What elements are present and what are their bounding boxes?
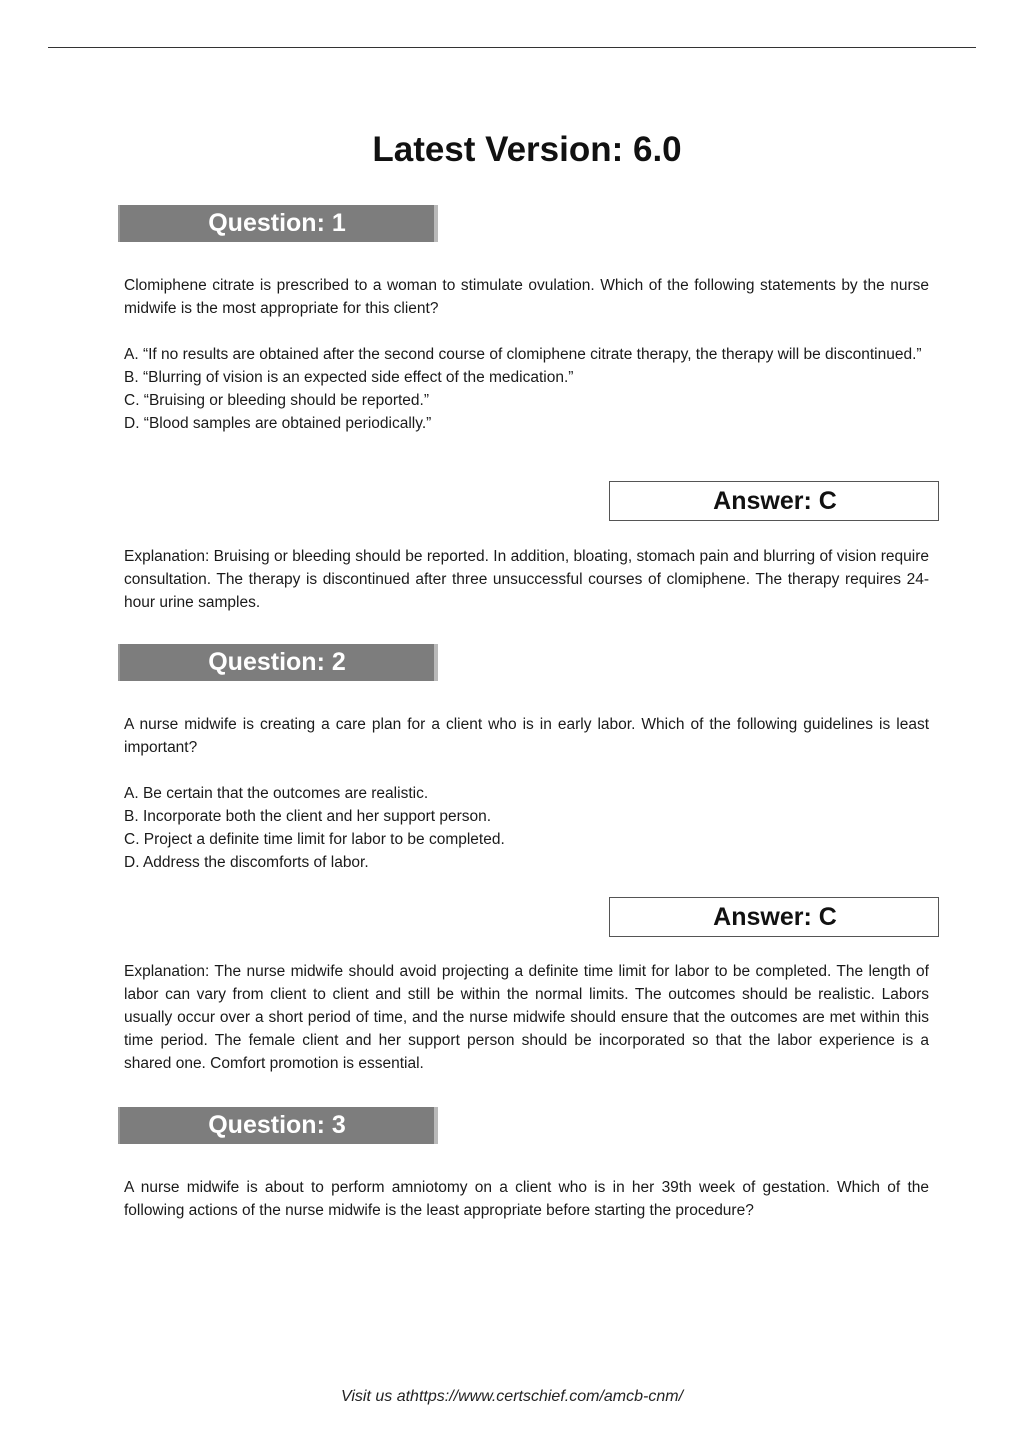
question-1-option-d: D. “Blood samples are obtained periodically.” [124, 415, 432, 432]
footer-visit-link[interactable]: Visit us athttps://www.certschief.com/amcb-cnm/ [340, 1388, 684, 1405]
question-1-options [124, 343, 929, 435]
question-2-banner: Question: 2 [118, 644, 438, 681]
question-2-option-b: B. Incorporate both the client and her support person. [124, 808, 492, 825]
question-1-stem: Clomiphene citrate is prescribed to a woman to stimulate ovulation. Which of the following statements by the nurse midwife is the most appropriate for this client? [124, 277, 929, 317]
question-1-option-b: B. “Blurring of vision is an expected side effect of the medication.” [124, 369, 574, 386]
question-1-option-a: A. “If no results are obtained after the second course of clomiphene citrate therapy, the therapy will be discontinued.” [124, 346, 922, 363]
question-3-stem: A nurse midwife is about to perform amniotomy on a client who is in her 39th week of gestation. Which of the following actions of the nurse midwife is the least appropriate before starting the procedure? [124, 1179, 929, 1219]
header-rule [48, 47, 976, 48]
question-2-option-a: A. Be certain that the outcomes are realistic. [124, 785, 429, 802]
question-2-option-c: C. Project a definite time limit for labor to be completed. [124, 831, 505, 848]
page-title: Latest Version: 6.0 [372, 130, 682, 169]
question-2-options [124, 782, 929, 874]
question-2-option-d: D. Address the discomforts of labor. [124, 854, 369, 871]
question-1-banner: Question: 1 [118, 205, 438, 242]
question-2-explanation: Explanation: The nurse midwife should avoid projecting a definite time limit for labor to be completed. The length of labor can vary from client to client and still be within the normal limits. The outcomes should be realistic. Labors usually occur over a short period of time, and the nurse midwife should ensure that the outcomes are met within this time period. The female client and her support person should be incorporated so that the labor experience is a shared one. Comfort promotion is essential. [124, 963, 929, 1072]
question-3-banner: Question: 3 [118, 1107, 438, 1144]
question-1-option-c: C. “Bruising or bleeding should be reported.” [124, 392, 430, 409]
question-1-answer: Answer: C [609, 481, 939, 521]
question-2-stem: A nurse midwife is creating a care plan for a client who is in early labor. Which of the following guidelines is least important? [124, 716, 929, 756]
question-2-answer: Answer: C [609, 897, 939, 937]
question-1-explanation: Explanation: Bruising or bleeding should be reported. In addition, bloating, stomach pain and blurring of vision require consultation. The therapy is discontinued after three unsuccessful courses of clomiphene. The therapy requires 24-hour urine samples. [124, 548, 929, 611]
